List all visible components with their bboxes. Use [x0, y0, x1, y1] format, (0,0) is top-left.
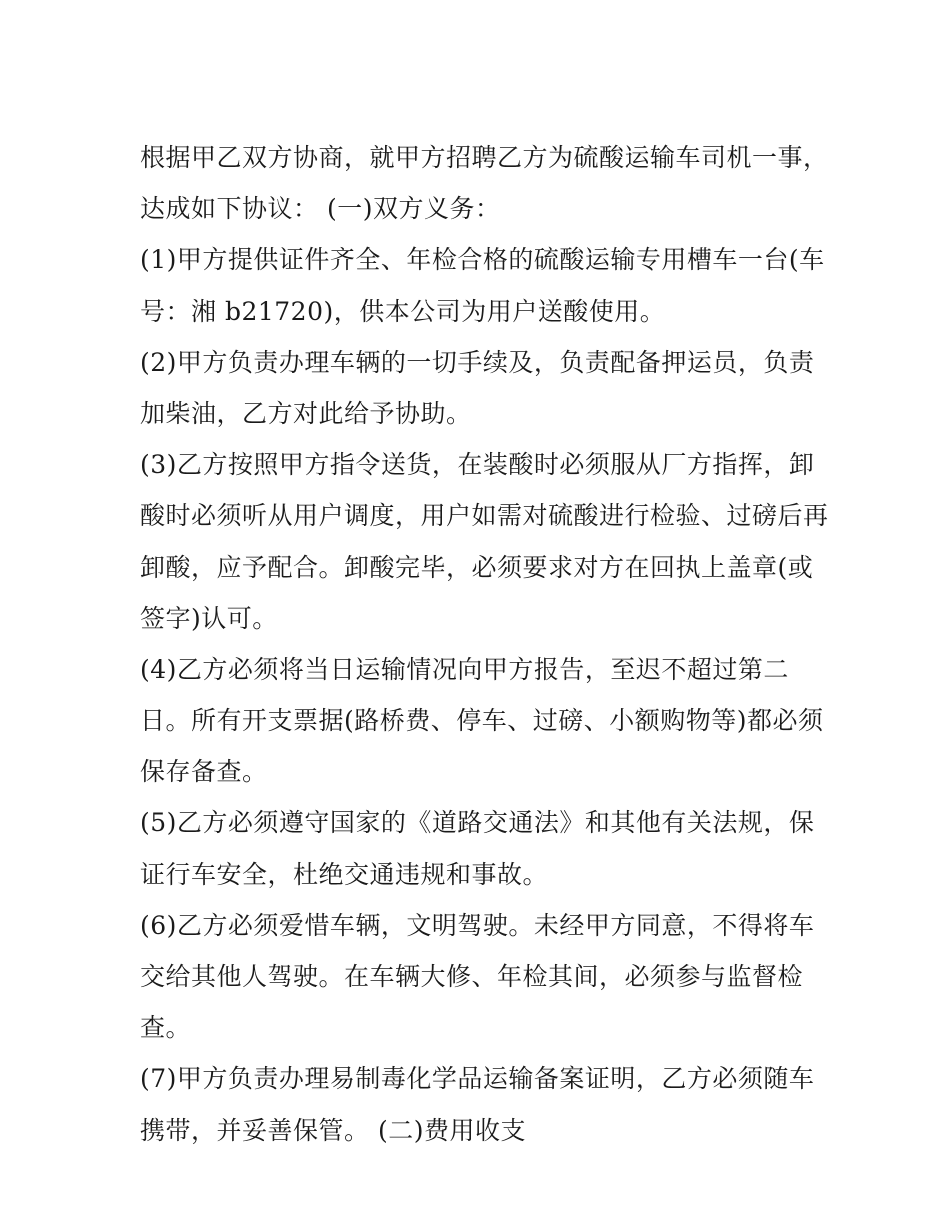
text-line: 签字)认可。 [140, 603, 278, 633]
text-line: 证行车安全，杜绝交通违规和事故。 [140, 859, 549, 889]
text-line: (6)乙方必须爱惜车辆，文明驾驶。未经甲方同意，不得将车 [140, 910, 815, 940]
text-line: (5)乙方必须遵守国家的《道路交通法》和其他有关法规，保 [140, 808, 815, 838]
text-line: 保存备查。 [140, 757, 268, 787]
text-line: (3)乙方按照甲方指令送货，在装酸时必须服从厂方指挥，卸 [140, 450, 815, 480]
text-line: 交给其他人驾驶。在车辆大修、年检其间，必须参与监督检 [140, 962, 804, 991]
text-line: 酸时必须听从用户调度，用户如需对硫酸进行检验、过磅后再 [140, 501, 829, 531]
text-line: 号：湘 b21720)，供本公司为用户送酸使用。 [140, 296, 666, 326]
text-line: (7)甲方负责办理易制毒化学品运输备案证明，乙方必须随车 [140, 1064, 815, 1094]
text-line: (2)甲方负责办理车辆的一切手续及，负责配备押运员，负责 [140, 347, 815, 377]
text-line: 加柴油，乙方对此给予协助。 [140, 398, 472, 428]
text-line: (1)甲方提供证件齐全、年检合格的硫酸运输专用槽车一台(车 [140, 245, 825, 275]
text-line: 根据甲乙双方协商，就甲方招聘乙方为硫酸运输车司机一事， [140, 143, 829, 172]
text-line: 卸酸，应予配合。卸酸完毕，必须要求对方在回执上盖章(或 [140, 552, 814, 582]
text-line: 携带，并妥善保管。 (二)费用收支 [140, 1115, 526, 1145]
text-line: 日。所有开支票据(路桥费、停车、过磅、小额购物等)都必须 [140, 706, 824, 736]
text-line: 查。 [140, 1013, 192, 1043]
text-line: (4)乙方必须将当日运输情况向甲方报告，至迟不超过第二 [140, 654, 789, 684]
document-body [140, 132, 829, 1156]
text-line: 达成如下协议： (一)双方义务： [140, 194, 501, 224]
